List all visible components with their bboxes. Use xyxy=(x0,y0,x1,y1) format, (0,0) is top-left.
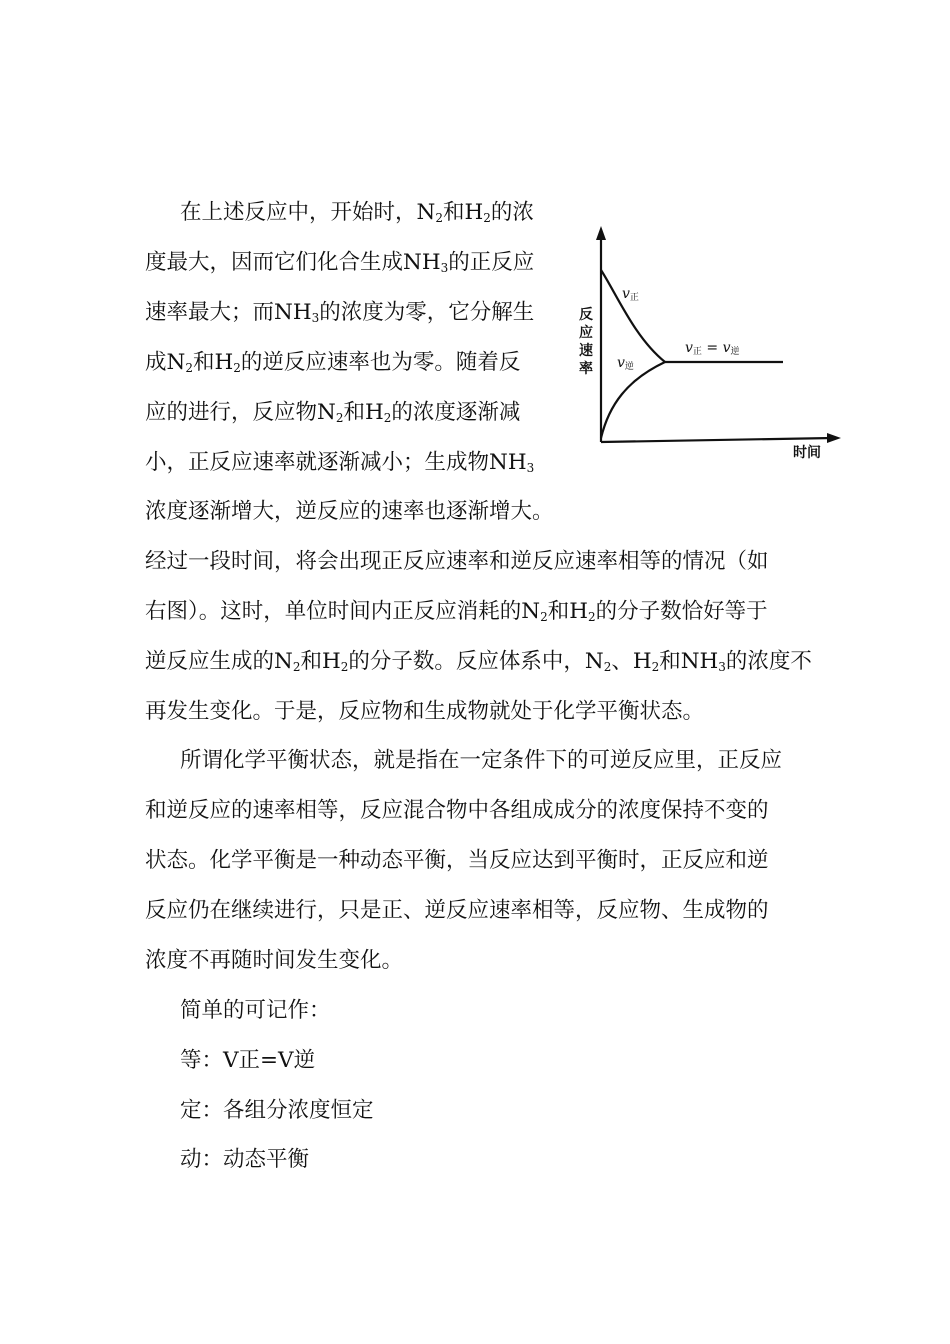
summary-item-dynamic: 动：动态平衡 xyxy=(180,1147,310,1172)
reverse-rate-curve xyxy=(601,362,665,438)
para1-line6: 小，正反应速率就逐渐减小；生成物$NH_3$ xyxy=(145,450,535,475)
summary-item-equal: 等：V正=V逆 xyxy=(180,1048,316,1073)
para1-line5: 应的进行，反应物$N_2$和$H_2$的浓度逐渐减 xyxy=(145,400,521,425)
para1-line4: 成$N_2$和$H_2$的逆反应速率也为零。随着反 xyxy=(145,350,521,375)
reverse-rate-label: v逆 xyxy=(617,355,634,372)
para1-line2: 度最大，因而它们化合生成$NH_3$的正反应 xyxy=(145,250,535,275)
para1-line8: 经过一段时间，将会出现正反应速率和逆反应速率相等的情况（如 xyxy=(145,549,769,574)
forward-rate-label: v正 xyxy=(622,286,639,303)
para2-line1: 所谓化学平衡状态，就是指在一定条件下的可逆反应里，正反应 xyxy=(180,748,783,773)
para1-line1: 在上述反应中，开始时，$N_2$和$H_2$的浓 xyxy=(180,200,534,225)
para1-line10: 逆反应生成的$N_2$和$H_2$的分子数。反应体系中，$N_2$、$H_2$和$NH_3$的浓度不 xyxy=(145,649,812,674)
y-axis-arrow xyxy=(596,226,606,240)
para2-line4: 反应仍在继续进行，只是正、逆反应速率相等，反应物、生成物的 xyxy=(145,898,769,923)
summary-item-constant: 定：各组分浓度恒定 xyxy=(180,1098,374,1123)
equal-rate-label: v正 = v逆 xyxy=(685,340,740,357)
para2-line2: 和逆反应的速率相等，反应混合物中各组成成分的浓度保持不变的 xyxy=(145,798,769,823)
para1-line9: 右图）。这时，单位时间内正反应消耗的$N_2$和$H_2$的分子数恰好等于 xyxy=(145,599,768,624)
para2-line5: 浓度不再随时间发生变化。 xyxy=(145,948,404,973)
para2-line3: 状态。化学平衡是一种动态平衡，当反应达到平衡时，正反应和逆 xyxy=(145,848,769,873)
y-axis-label: 反 应 速 率 xyxy=(579,307,593,377)
x-axis-arrow xyxy=(827,433,841,443)
forward-rate-curve xyxy=(601,270,665,362)
para1-line3: 速率最大；而$NH_3$的浓度为零，它分解生 xyxy=(145,300,535,325)
para1-line11: 再发生变化。于是，反应物和生成物就处于化学平衡状态。 xyxy=(145,699,705,724)
x-axis-label: 时间 xyxy=(793,445,821,461)
summary-intro: 简单的可记作： xyxy=(180,998,331,1023)
para1-line7: 浓度逐渐增大，逆反应的速率也逐渐增大。 xyxy=(145,499,554,524)
